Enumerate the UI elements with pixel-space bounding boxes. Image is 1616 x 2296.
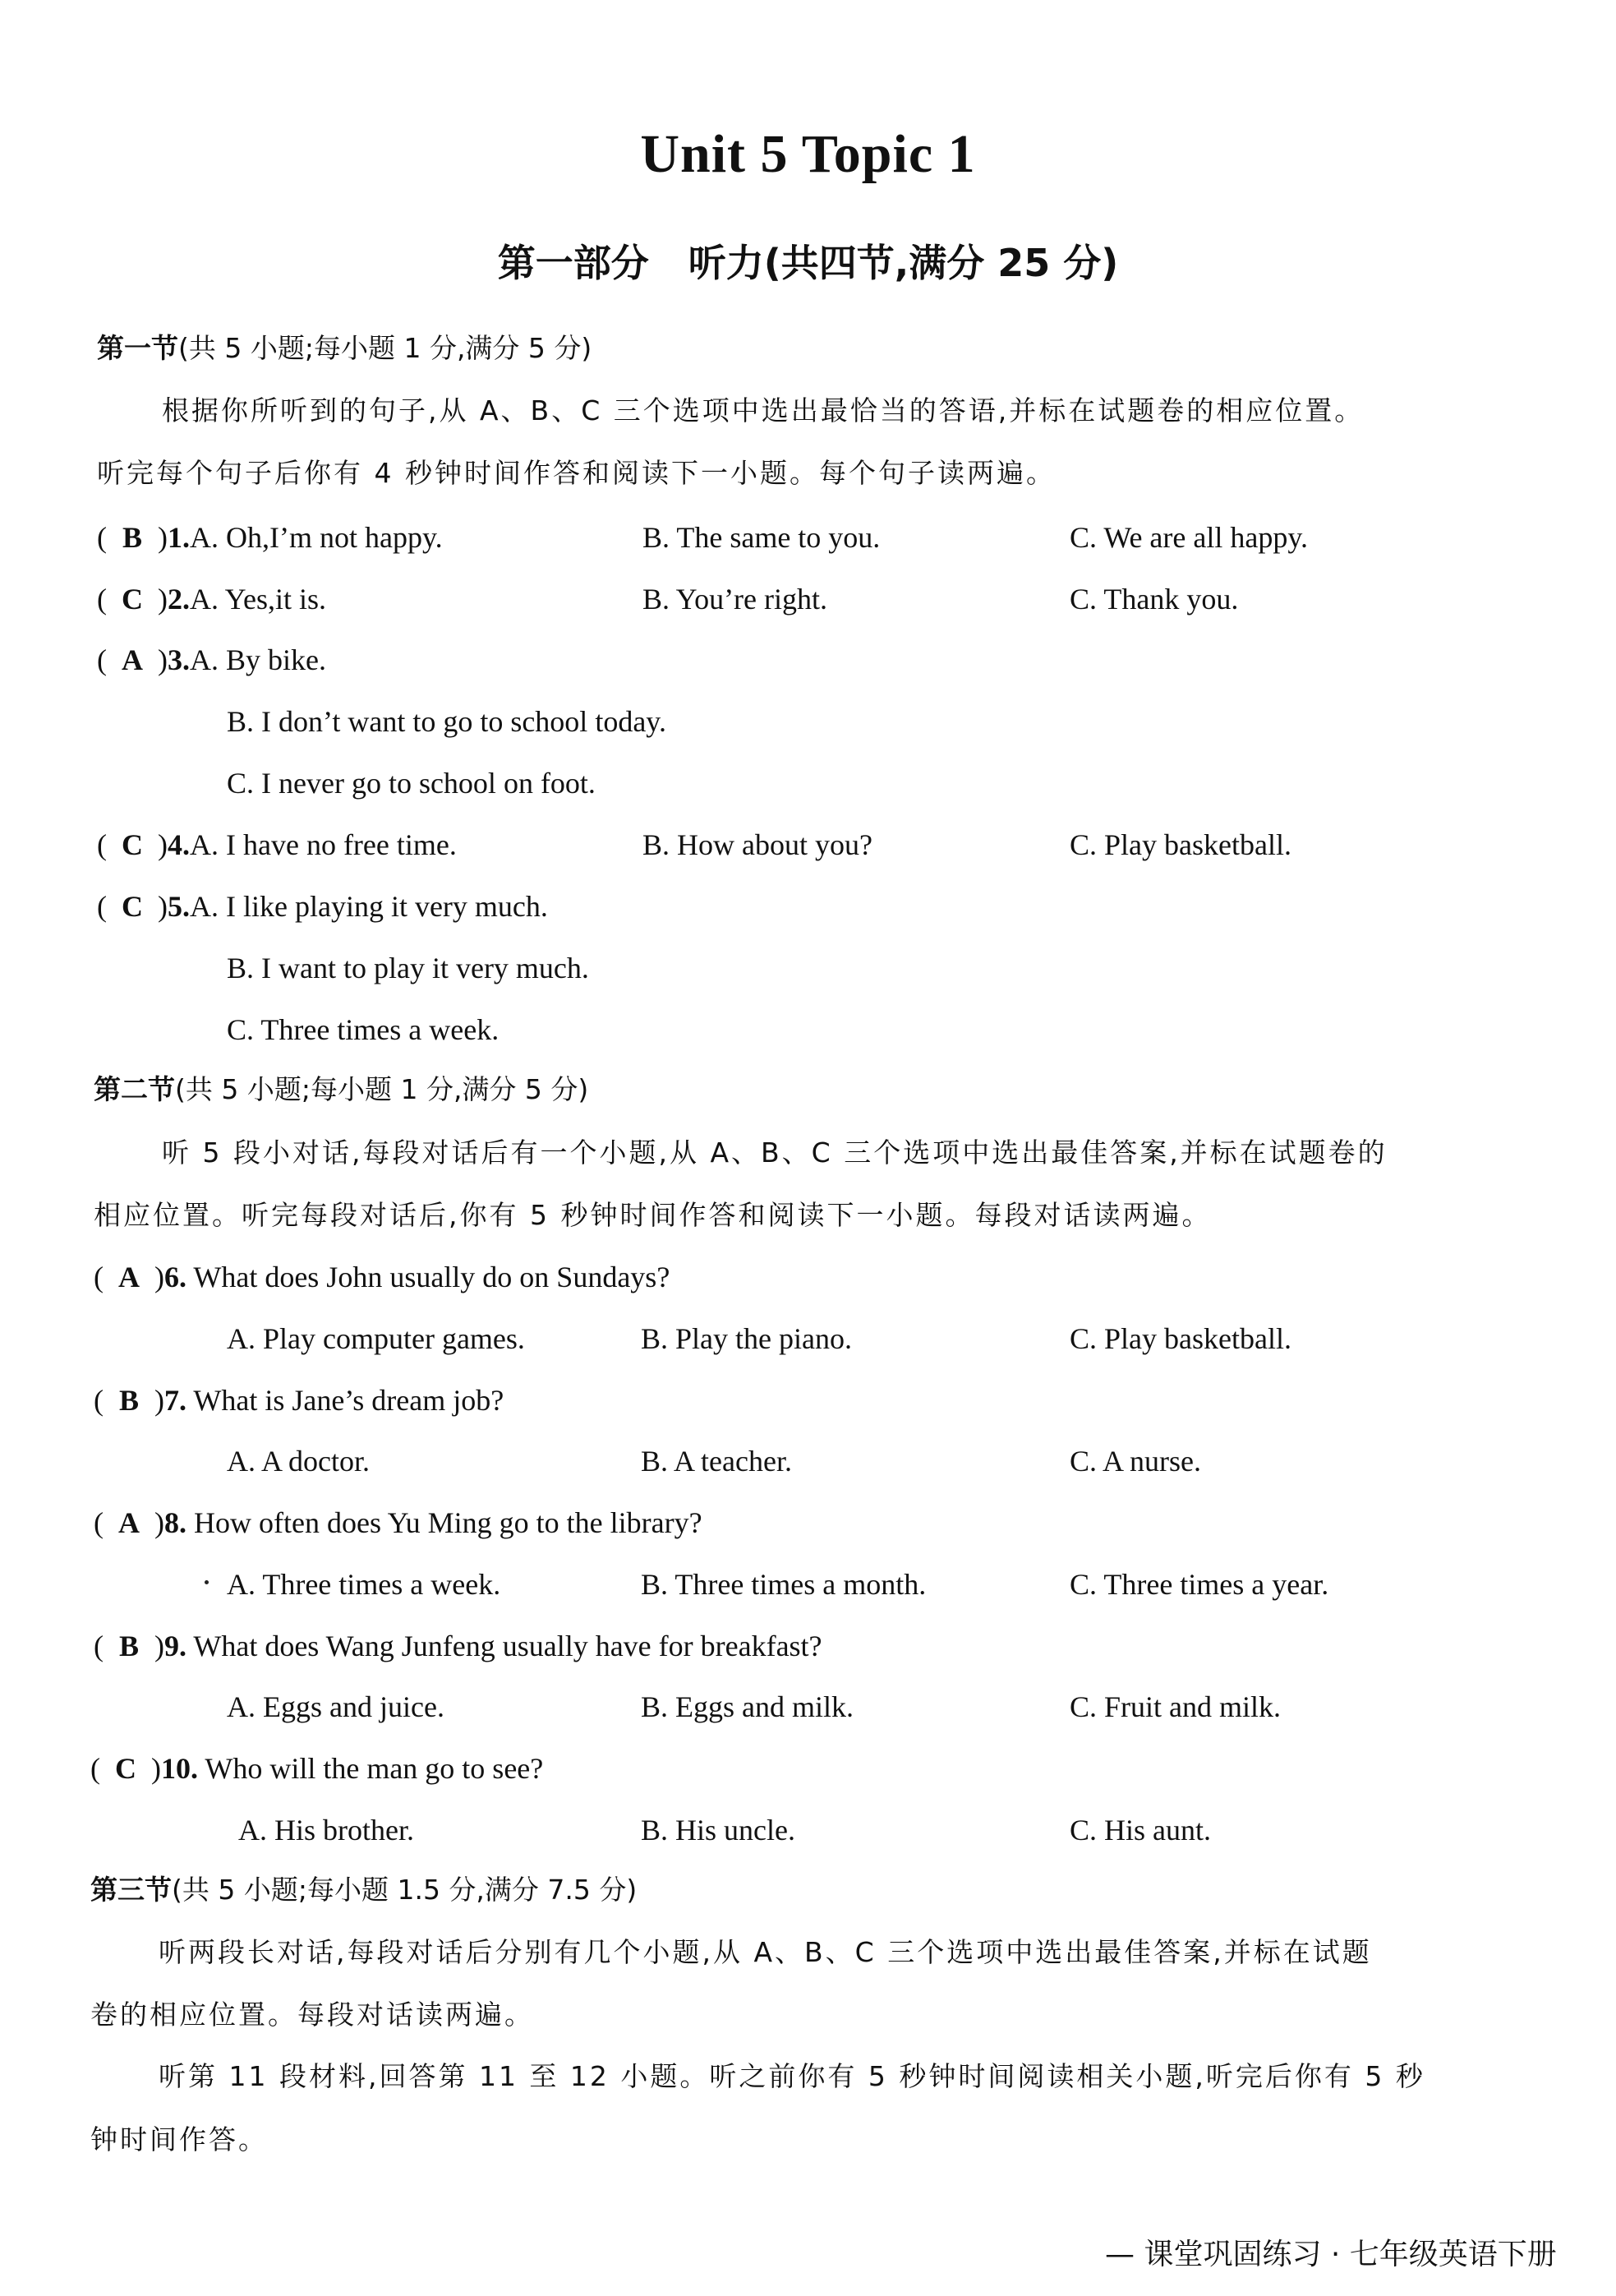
question-8: ( A )8. How often does Yu Ming go to the library? <box>94 1503 702 1542</box>
answer-10: C <box>115 1752 136 1785</box>
question-10-option-b: B. His uncle. <box>641 1814 795 1846</box>
section-1-instruction-line-2: 听完每个句子后你有 4 秒钟时间作答和阅读下一小题。每个句子读两遍。 <box>97 457 1056 489</box>
question-1-option-c: C. We are all happy. <box>1070 521 1309 554</box>
question-4: ( C )4.A. I have no free time. <box>97 825 457 864</box>
question-7-option-b: B. A teacher. <box>641 1445 792 1478</box>
question-9: ( B )9. What does Wang Junfeng usually have for breakfast? <box>94 1626 822 1666</box>
question-2: ( C )2.A. Yes,it is. <box>97 579 326 619</box>
question-3-option-b: B. I don’t want to go to school today. <box>227 705 666 738</box>
question-6-option-a: A. Play computer games. <box>227 1322 525 1355</box>
unit-title: Unit 5 Topic 1 <box>640 124 976 184</box>
section-1-instruction-line-1: 根据你所听到的句子,从 A、B、C 三个选项中选出最恰当的答语,并标在试题卷的相应位置。 <box>162 394 1365 426</box>
question-10-option-c: C. His aunt. <box>1070 1814 1212 1846</box>
question-1-option-b: B. The same to you. <box>642 521 881 554</box>
question-9-option-a: A. Eggs and juice. <box>227 1690 444 1723</box>
question-7-option-c: C. A nurse. <box>1070 1445 1202 1478</box>
answer-2: C <box>122 583 143 615</box>
section-1-title: 第一节(共 5 小题;每小题 1 分,满分 5 分) <box>97 332 592 364</box>
question-8-option-b: B. Three times a month. <box>641 1568 927 1601</box>
question-3: ( A )3.A. By bike. <box>97 640 326 680</box>
question-2-option-b: B. You’re right. <box>642 583 828 615</box>
question-2-option-c: C. Thank you. <box>1070 583 1239 615</box>
question-9-option-b: B. Eggs and milk. <box>641 1690 854 1723</box>
question-7: ( B )7. What is Jane’s dream job? <box>94 1381 504 1420</box>
question-10-option-a: A. His brother. <box>238 1814 414 1846</box>
question-8-option-c: C. Three times a year. <box>1070 1568 1329 1601</box>
stray-mark <box>205 1580 209 1584</box>
question-7-option-a: A. A doctor. <box>227 1445 371 1478</box>
question-6: ( A )6. What does John usually do on Sundays? <box>94 1257 670 1297</box>
answer-3: A <box>122 643 143 676</box>
question-8-option-a: A. Three times a week. <box>227 1568 501 1601</box>
answer-5: C <box>122 890 143 923</box>
section-3-title: 第三节(共 5 小题;每小题 1.5 分,满分 7.5 分) <box>90 1874 638 1906</box>
part-name: 第一部分 <box>497 241 649 285</box>
question-5: ( C )5.A. I like playing it very much. <box>97 887 548 926</box>
section-2-instruction-line-2: 相应位置。听完每段对话后,你有 5 秒钟时间作答和阅读下一小题。每段对话读两遍。 <box>94 1199 1212 1231</box>
page-footer: — 课堂巩固练习 · 七年级英语下册 <box>1105 2238 1557 2271</box>
answer-7: B <box>118 1384 139 1417</box>
question-4-option-c: C. Play basketball. <box>1070 828 1291 861</box>
answer-4: C <box>122 828 143 861</box>
section-3-instruction-line-2: 卷的相应位置。每段对话读两遍。 <box>90 1999 534 2031</box>
question-3-option-c: C. I never go to school on foot. <box>227 767 596 800</box>
question-5-option-b: B. I want to play it very much. <box>227 952 589 984</box>
part-subtitle: 听力(共四节,满分 25 分) <box>688 241 1119 285</box>
question-6-option-c: C. Play basketball. <box>1070 1322 1291 1355</box>
question-1: ( B )1.A. Oh,I’m not happy. <box>97 518 443 557</box>
section-2-title: 第二节(共 5 小题;每小题 1 分,满分 5 分) <box>94 1073 589 1105</box>
question-4-option-b: B. How about you? <box>642 828 872 861</box>
answer-9: B <box>118 1630 139 1662</box>
answer-6: A <box>118 1261 140 1293</box>
section-3-instruction-line-3: 听第 11 段材料,回答第 11 至 12 小题。听之前你有 5 秒钟时间阅读相关小题,听完后你有 5 秒 <box>159 2060 1425 2092</box>
question-5-option-c: C. Three times a week. <box>227 1013 500 1046</box>
section-3-instruction-line-4: 钟时间作答。 <box>90 2123 268 2155</box>
part-title <box>0 233 1616 288</box>
answer-1: B <box>122 521 142 554</box>
question-6-option-b: B. Play the piano. <box>641 1322 852 1355</box>
question-10: ( C )10. Who will the man go to see? <box>90 1749 543 1788</box>
answer-8: A <box>118 1506 140 1539</box>
section-2-instruction-line-1: 听 5 段小对话,每段对话后有一个小题,从 A、B、C 三个选项中选出最佳答案,并标在试题卷的 <box>162 1136 1388 1169</box>
section-3-instruction-line-1: 听两段长对话,每段对话后分别有几个小题,从 A、B、C 三个选项中选出最佳答案,并标在试题 <box>159 1936 1372 1968</box>
question-9-option-c: C. Fruit and milk. <box>1070 1690 1282 1723</box>
